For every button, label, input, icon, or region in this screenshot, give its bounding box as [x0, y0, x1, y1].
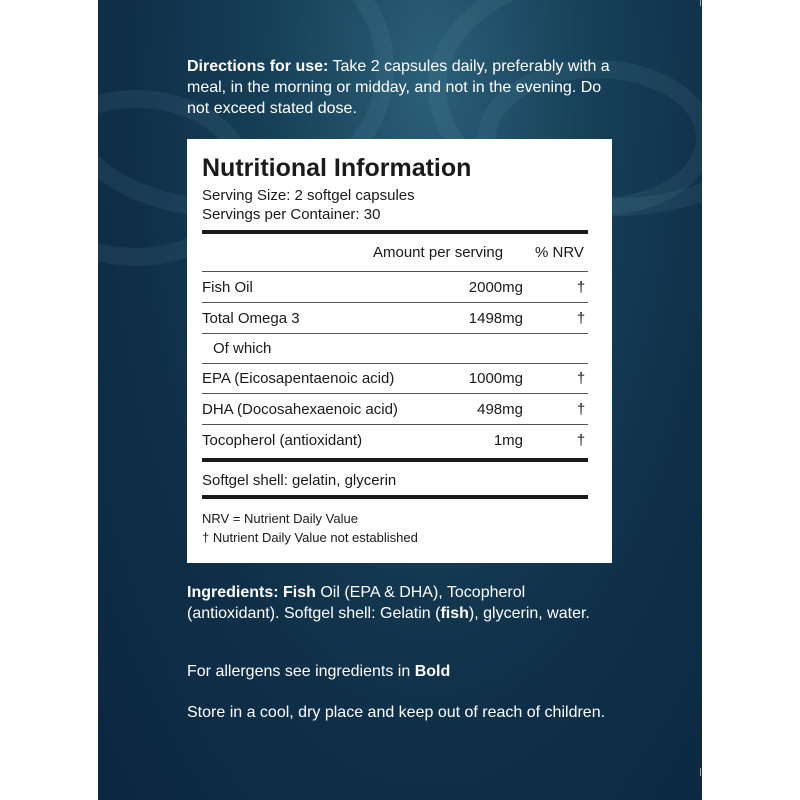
nutrition-panel	[187, 139, 612, 563]
directions-heading: Directions for use:	[187, 58, 329, 75]
column-amount-header: Amount per serving	[373, 244, 504, 261]
ingredients-text-end: ), glycerin, water.	[468, 605, 590, 622]
nutrient-subheading: Of which	[213, 340, 272, 357]
nutrient-amount: 1000mg	[468, 370, 523, 387]
ingredients-heading: Ingredients:	[187, 584, 279, 601]
ingredients	[187, 582, 607, 624]
divider	[202, 393, 588, 394]
trim-mark-top	[700, 0, 701, 6]
nutrient-nrv: †	[576, 279, 586, 296]
serving-size: Serving Size: 2 softgel capsules	[202, 187, 415, 204]
nutrient-amount: 1498mg	[468, 310, 523, 327]
servings-per-container: Servings per Container: 30	[202, 206, 381, 223]
nutrient-name: Fish Oil	[202, 279, 253, 296]
divider	[202, 333, 588, 334]
nutrient-name: EPA (Eicosapentaenoic acid)	[202, 370, 395, 387]
nutrient-name: Total Omega 3	[202, 310, 300, 327]
nutrient-nrv: †	[576, 432, 586, 449]
trim-mark-bottom	[700, 768, 701, 776]
directions-for-use	[187, 56, 617, 119]
divider	[202, 424, 588, 425]
nutrition-title: Nutritional Information	[202, 154, 472, 182]
ingredient-bold-fish: Fish	[283, 584, 316, 601]
divider	[202, 271, 588, 272]
divider	[202, 302, 588, 303]
nutrient-name: Tocopherol (antioxidant)	[202, 432, 363, 449]
thick-rule	[202, 458, 588, 462]
thick-rule	[202, 230, 588, 234]
column-nrv-header: % NRV	[535, 244, 584, 261]
divider	[202, 363, 588, 364]
nutrient-amount: 2000mg	[468, 279, 523, 296]
nutrient-amount: 498mg	[477, 401, 523, 418]
ingredient-bold-fish-2: fish	[440, 605, 469, 622]
thick-rule	[202, 495, 588, 499]
directions-text: Take 2 capsules daily, preferably with a meal, in the morning or midday, and not in the evening. Do not exceed stated dose.	[187, 58, 610, 117]
allergen-note	[187, 661, 607, 682]
allergen-text: For allergens see ingredients in	[187, 663, 415, 680]
nutrient-nrv: †	[576, 370, 586, 387]
nutrient-nrv: †	[576, 401, 586, 418]
footnote-nrv: NRV = Nutrient Daily Value	[202, 511, 358, 526]
allergen-bold: Bold	[414, 663, 451, 680]
ingredients-text: Oil (EPA & DHA), Tocopherol (antioxidant). Softgel shell: Gelatin (	[187, 584, 526, 622]
softgel-shell: Softgel shell: gelatin, glycerin	[202, 472, 397, 489]
nutrient-amount: 1mg	[493, 432, 523, 449]
footnote-dagger: † Nutrient Daily Value not established	[202, 530, 418, 545]
nutrient-name: DHA (Docosahexaenoic acid)	[202, 401, 398, 418]
storage-note: Store in a cool, dry place and keep out of reach of children.	[187, 704, 606, 721]
nutrient-nrv: †	[576, 310, 586, 327]
